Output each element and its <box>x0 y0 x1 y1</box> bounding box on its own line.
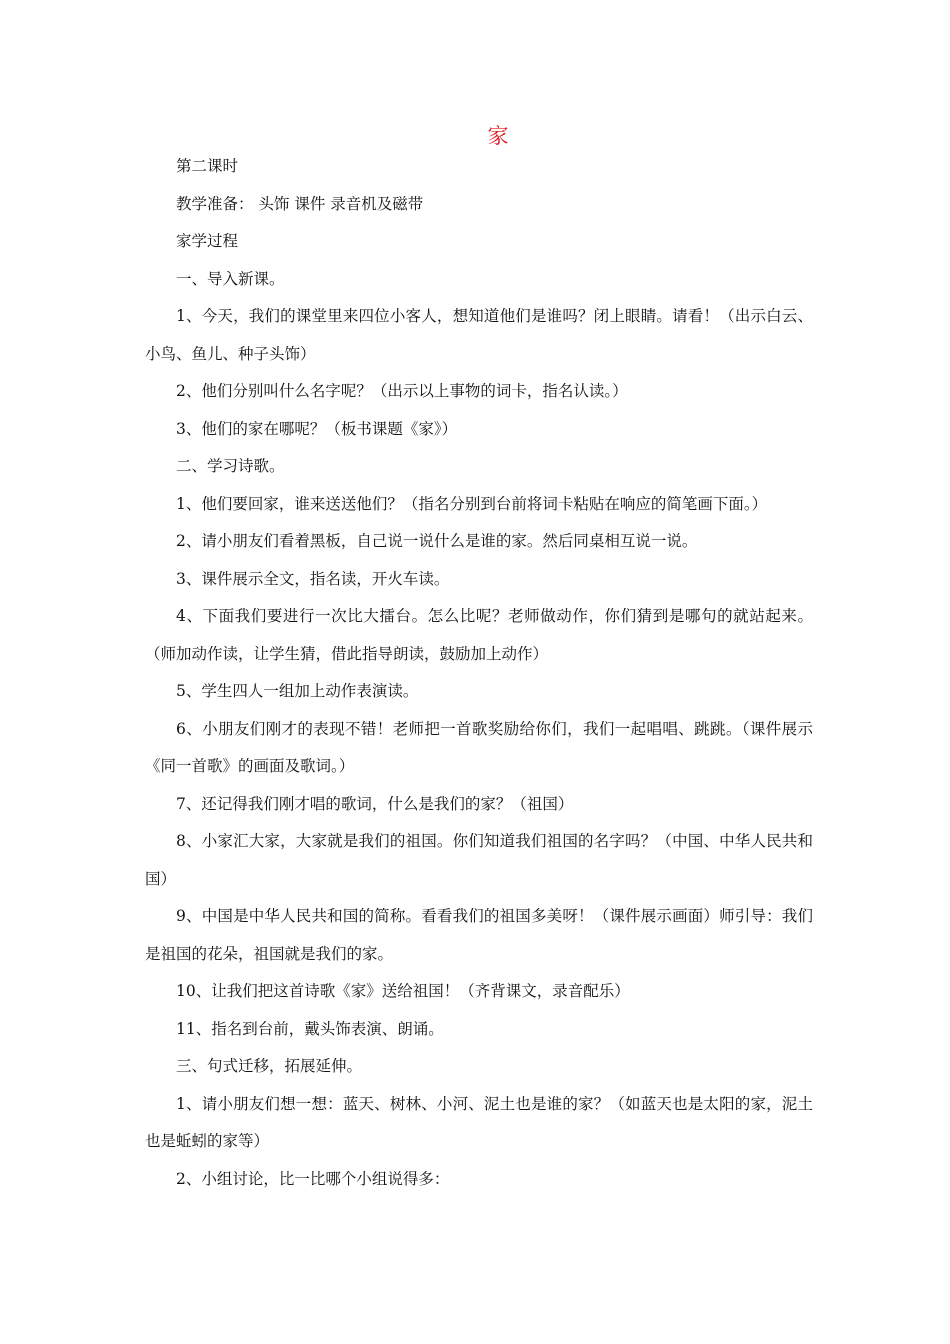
paragraph: 1、他们要回家，谁来送送他们？（指名分别到台前将词卡粘贴在响应的简笔画下面。） <box>176 494 768 513</box>
paragraph: 3、课件展示全文，指名读，开火车读。 <box>176 569 450 588</box>
paragraph: 10、让我们把这首诗歌《家》送给祖国！（齐背课文，录音配乐） <box>176 982 630 1000</box>
paragraph: 2、小组讨论，比一比哪个小组说得多： <box>176 1169 450 1188</box>
paragraph: 家学过程 <box>176 232 239 250</box>
paragraph: 7、还记得我们刚才唱的歌词，什么是我们的家？（祖国） <box>176 794 574 813</box>
document-body <box>145 148 813 1198</box>
section-heading: 三、句式迁移，拓展延伸。 <box>176 1057 363 1075</box>
paragraph: 4、下面我们要进行一次比大擂台。怎么比呢？老师做动作，你们猜到是哪句的就站起来。（师加动作读，让学生猜，借此指导朗读，鼓励加上动作） <box>145 607 813 663</box>
paragraph: 3、他们的家在哪呢？（板书课题《家》） <box>176 419 458 438</box>
paragraph: 6、小朋友们刚才的表现不错！老师把一首歌奖励给你们，我们一起唱唱、跳跳。（课件展示《同一首歌》的画面及歌词。） <box>145 719 813 775</box>
paragraph: 1、请小朋友们想一想：蓝天、树林、小河、泥土也是谁的家？（如蓝天也是太阳的家，泥土也是蚯蚓的家等） <box>145 1094 813 1150</box>
paragraph: 教学准备： 头饰 课件 录音机及磁带 <box>176 194 424 213</box>
paragraph: 2、他们分别叫什么名字呢？（出示以上事物的词卡，指名认读。） <box>176 382 628 400</box>
section-heading: 二、学习诗歌。 <box>176 457 285 475</box>
document-title: 家 <box>487 124 509 148</box>
paragraph: 第二课时 <box>176 157 239 175</box>
paragraph: 1、今天，我们的课堂里来四位小客人，想知道他们是谁吗？闭上眼睛。请看！（出示白云、小鸟、鱼儿、种子头饰） <box>145 307 813 363</box>
paragraph: 8、小家汇大家，大家就是我们的祖国。你们知道我们祖国的名字吗？（中国、中华人民共和国） <box>145 832 813 888</box>
section-heading: 一、导入新课。 <box>176 269 285 288</box>
paragraph: 2、请小朋友们看着黑板，自己说一说什么是谁的家。然后同桌相互说一说。 <box>176 532 698 550</box>
paragraph: 9、中国是中华人民共和国的简称。看看我们的祖国多美呀！（课件展示画面）师引导：我们是祖国的花朵，祖国就是我们的家。 <box>145 907 813 963</box>
paragraph: 5、学生四人一组加上动作表演读。 <box>176 682 419 700</box>
paragraph: 11、指名到台前，戴头饰表演、朗诵。 <box>176 1019 444 1038</box>
